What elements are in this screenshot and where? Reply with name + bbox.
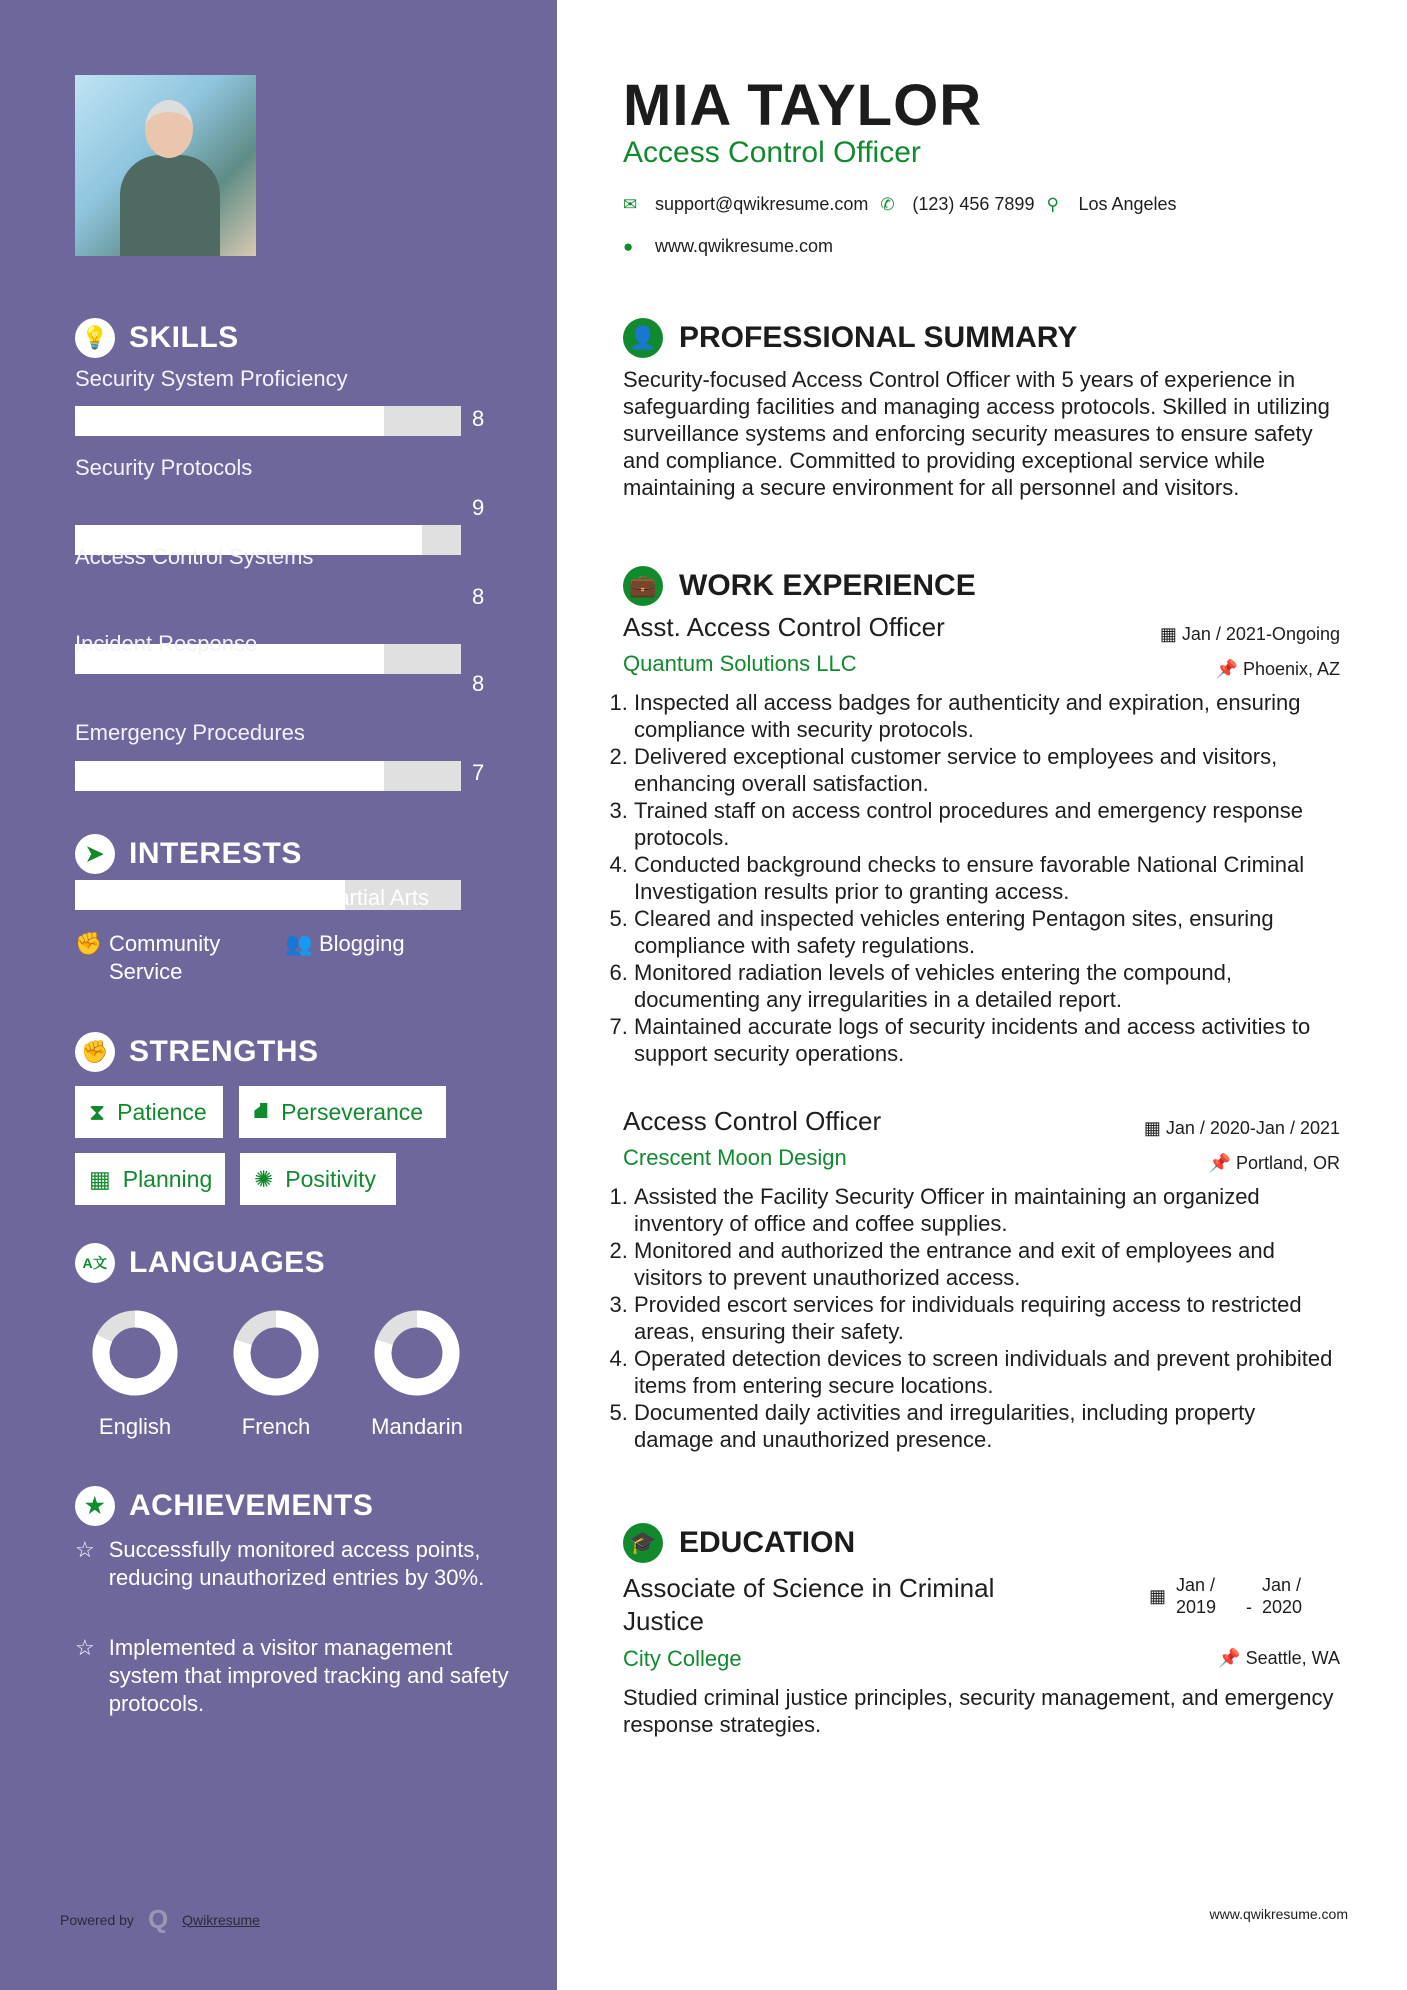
strength-badge [75,1153,225,1205]
end-date: Jan / 2020 [1262,1575,1303,1617]
job-dates [1160,624,1340,645]
job-dates [1144,1118,1340,1139]
summary-text: Security-focused Access Control Officer with 5 years of experience in safeguarding facilities and managing access protocols. Skilled in utilizing surveillance systems and enforcing security measures to ensure safety and compliance. Committed to providing exceptional service while maintaining a secure environment for all personnel and visitors. [623,367,1330,500]
contact-row [623,194,1340,215]
job-entry [623,1106,1340,1453]
job-position: Asst. Access Control Officer [623,612,945,642]
achievement-text: Successfully monitored access points, reducing unauthorized entries by 30%. [108,1537,485,1590]
date-separator: - [1246,1597,1252,1617]
strengths-heading [75,1032,319,1072]
job-bullets [615,1183,1340,1453]
skill-score: 7 [472,760,485,785]
user-icon: 👤 [623,318,663,358]
skill-label: Security System Proficiency [75,366,348,391]
interests-heading [75,834,302,874]
map-marker-icon: ⚲ [1046,194,1059,214]
envelope-icon: ✉ [623,194,638,214]
start-date: Jan / 2019 [1176,1575,1217,1617]
email-link[interactable]: support@qwikresume.com [655,194,869,214]
calendar-icon: ▦ [89,1165,111,1192]
strength-badge [239,1086,446,1138]
job-bullet: 4. Conducted background checks to ensure favorable National Criminal Investigation results prior to granting access. [634,851,1340,905]
road-icon: ⛘ [253,1097,270,1123]
sidebar [0,0,557,1990]
school: City College [623,1646,742,1671]
skill-bar [75,761,461,791]
interest-item [75,930,255,986]
skills-heading [75,318,239,358]
interest-label: Blogging [319,931,405,956]
job-bullet: 3. Trained staff on access control procedures and emergency response protocols. [634,797,1340,851]
education-heading-text: EDUCATION [679,1526,856,1559]
calendar-icon: ▦ [1143,1118,1166,1138]
job-position: Access Control Officer [623,1106,882,1136]
experience-heading-text: WORK EXPERIENCE [679,569,976,602]
education-dates [1149,1574,1312,1618]
qwikresume-link[interactable]: Qwikresume [182,1911,260,1928]
location-text: Portland, OR [1235,1153,1340,1173]
job-bullet: 6. Monitored radiation levels of vehicles entering the compound, documenting any irregularities in a detailed report. [634,959,1340,1013]
name-heading [623,72,1340,139]
education-location [1218,1648,1340,1669]
job-bullet: 1. Assisted the Facility Security Officer in maintaining an organized inventory of office and coffee supplies. [634,1183,1340,1237]
job-location [1209,1153,1340,1174]
candidate-name: MIA TAYLOR [623,73,983,138]
powered-by-text: Powered by [60,1911,134,1928]
job-bullet: 5. Cleared and inspected vehicles entering Pentagon sites, ensuring compliance with safety regulations. [634,905,1340,959]
powered-by [60,1904,260,1935]
strength-label: Patience [117,1098,207,1125]
briefcase-icon: 💼 [623,566,663,606]
calendar-icon: ▦ [1148,1586,1166,1606]
summary-heading-text: PROFESSIONAL SUMMARY [679,321,1078,354]
experience-heading [623,566,1340,606]
pin-icon: 📌 [1208,1153,1236,1173]
achievements-heading [75,1486,373,1526]
location-text: Seattle, WA [1245,1648,1340,1668]
language-donut [90,1308,180,1398]
strengths-heading-text: STRENGTHS [129,1035,319,1068]
achievement-item [75,1536,515,1592]
sun-icon: ✺ [254,1165,274,1192]
translate-icon: A文 [75,1243,115,1283]
job-bullet: 1. Inspected all access badges for authenticity and expiration, ensuring compliance with security protocols. [634,689,1340,743]
job-bullet: 2. Monitored and authorized the entrance and exit of employees and visitors to prevent unauthorized access. [634,1237,1340,1291]
skill-bar [75,406,461,436]
qwikresume-logo-icon: Q [147,1904,169,1934]
fist-icon: ✊ [75,931,103,956]
company: Quantum Solutions LLC [623,651,857,676]
achievements-heading-text: ACHIEVEMENTS [129,1489,374,1522]
skill-score: 8 [472,671,485,696]
achievement-item [75,1634,515,1718]
star-icon: ★ [77,885,97,910]
job-bullet: 7. Maintained accurate logs of security incidents and access activities to support security operations. [634,1013,1340,1067]
education-description: Studied criminal justice principles, security management, and emergency response strategies. [623,1685,1334,1737]
phone-icon: ✆ [880,194,895,214]
skill-label: Security Protocols [75,455,253,480]
lightbulb-icon: 💡 [75,318,115,358]
pin-icon: 📌 [1215,659,1243,679]
skills-heading-text: SKILLS [129,321,239,354]
skill-label: Incident Response [75,631,258,656]
pin-icon: 📌 [1218,1648,1246,1668]
interest-item [285,884,485,912]
paper-plane-icon: ➤ [75,834,115,874]
strength-label: Planning [122,1165,213,1192]
calendar-icon: ▦ [1159,624,1182,644]
shooting-star-icon: ☆ [75,1537,95,1562]
language-label: English [98,1414,172,1439]
star-badge-icon: ★ [75,1486,115,1526]
footer-website[interactable]: www.qwikresume.com [1209,1906,1348,1922]
job-location [1216,659,1340,680]
globe-icon: ● [623,236,634,256]
skill-label: Access Control Systems [75,544,314,569]
strength-badge [240,1153,396,1205]
languages-heading [75,1243,325,1283]
interest-item [285,930,485,958]
dates-text: Jan / 2020-Jan / 2021 [1165,1118,1340,1138]
job-bullet: 3. Provided escort services for individuals requiring access to restricted areas, ensuring their safety. [634,1291,1340,1345]
graduation-icon: 🎓 [623,1523,663,1563]
job-bullet: 2. Delivered exceptional customer service to employees and visitors, enhancing overall satisfaction. [634,743,1340,797]
company: Crescent Moon Design [623,1145,847,1170]
education-heading [623,1523,1340,1563]
job-entry [623,612,1340,1067]
skill-label: Emergency Procedures [75,720,305,745]
hourglass-icon: ⧗ [89,1098,106,1125]
location: Los Angeles [1078,194,1177,214]
job-title: Access Control Officer [623,136,921,169]
website-link[interactable]: www.qwikresume.com [655,236,834,256]
strength-label: Perseverance [281,1098,424,1125]
language-label: Mandarin [371,1414,463,1439]
interest-item [75,884,275,912]
interest-label: Community Service [109,931,221,984]
education-entry [623,1572,1340,1702]
profile-photo [75,75,256,256]
skill-score: 8 [472,406,485,431]
languages-heading-text: LANGUAGES [129,1246,326,1279]
language-label: French [241,1414,311,1439]
summary-heading [623,318,1340,358]
interest-label: Surfing [109,885,179,910]
strength-label: Positivity [285,1165,377,1192]
globe-icon: ◕ [290,885,304,910]
language-donut [372,1308,462,1398]
degree: Associate of Science in Criminal Justice [623,1573,995,1636]
skill-score: 8 [472,584,485,609]
interest-label: Martial Arts [319,885,430,910]
shooting-star-icon: ☆ [75,1635,95,1660]
job-bullet: 4. Operated detection devices to screen individuals and prevent prohibited items from entering secure locations. [634,1345,1340,1399]
dates-text: Jan / 2021-Ongoing [1181,624,1340,644]
job-bullets [615,689,1340,1067]
skill-score: 9 [472,495,485,520]
phone: (123) 456 7899 [912,194,1035,214]
strength-badge [75,1086,223,1138]
interests-heading-text: INTERESTS [129,837,302,870]
fist-icon: ✊ [75,1032,115,1072]
location-text: Phoenix, AZ [1242,659,1340,679]
users-icon: 👥 [285,931,313,956]
website-row [623,236,1340,257]
skill-bar-fill [75,761,384,791]
achievement-text: Implemented a visitor management system that improved tracking and safety protocols. [108,1635,509,1716]
job-bullet: 5. Documented daily activities and irregularities, including property damage and unauthorized presence. [634,1399,1340,1453]
skill-bar-fill [75,406,384,436]
language-donut [231,1308,321,1398]
